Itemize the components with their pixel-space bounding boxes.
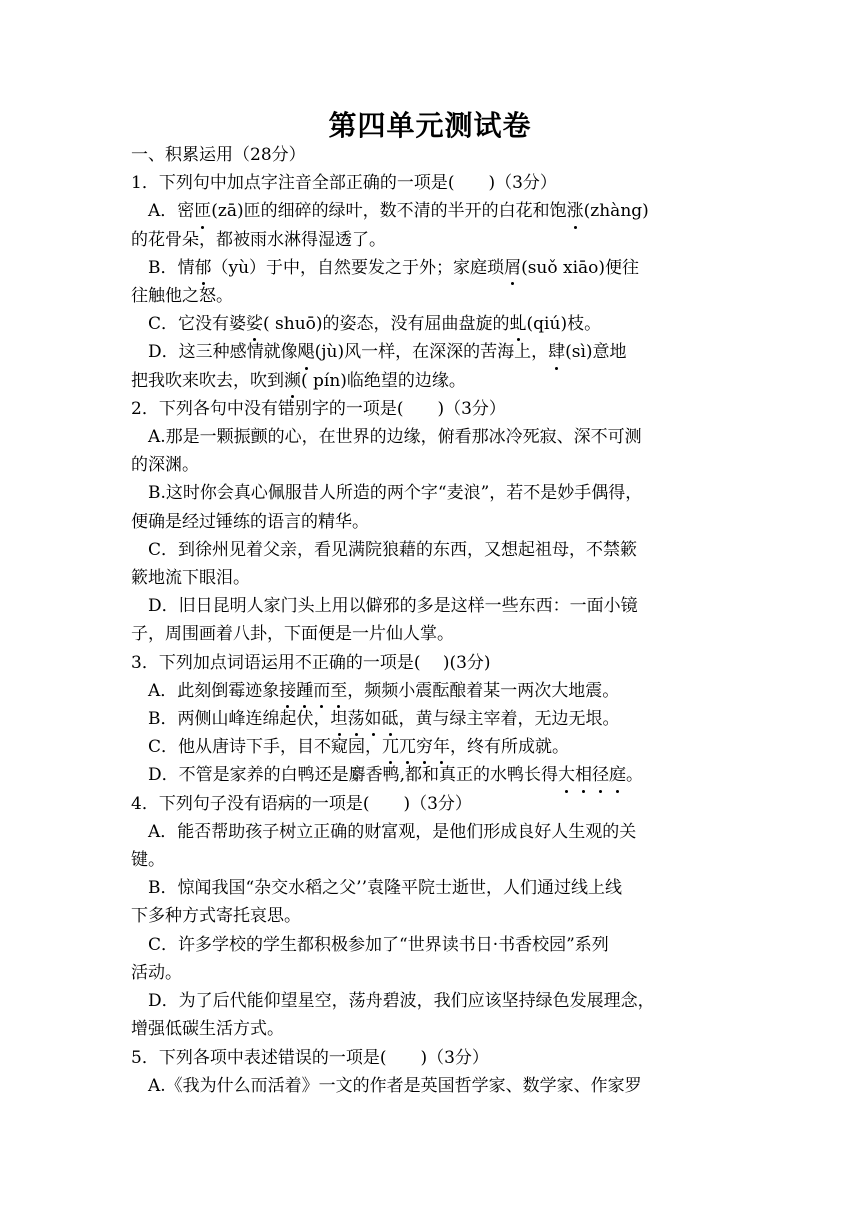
emphasized-char: 大 [558, 761, 575, 789]
emphasized-char: 坦 [331, 705, 348, 733]
question-1-option-a: A．密匝(zā)匝的细碎的绿叶，数不清的半开的白花和饱涨(zhàng) [131, 197, 731, 225]
emphasized-char: 径 [592, 761, 609, 789]
question-2-option-c: C．到徐州见着父亲，看见满院狼藉的东西，又想起祖母，不禁簌 [148, 539, 638, 560]
emphasized-char: 匝 [194, 197, 211, 225]
emphasized-char: 涨 [567, 197, 584, 225]
question-1-option-c: C．它没有婆娑( shuō)的姿态，没有屈曲盘旋的虬(qiú)枝。 [131, 310, 731, 338]
emphasized-char: 郁 [195, 254, 212, 282]
question-4-option-a-cont: 键。 [131, 850, 165, 871]
question-4-option-c-cont: 活动。 [131, 962, 182, 983]
question-2-option-b: B.这时你会真心佩服昔人所造的两个字“麦浪”，若不是妙手偶得， [148, 483, 643, 504]
question-1-option-d: D．这三种感情就像飓(jù)风一样，在深深的苦海上，肆(sì)意地 [131, 338, 731, 366]
question-5-option-a: A.《我为什么而活着》一文的作者是英国哲学家、数学家、作家罗 [148, 1075, 642, 1096]
question-2-option-d: D．旧日昆明人家门头上用以僻邪的多是这样一些东西：一面小镜 [148, 596, 638, 617]
question-3-option-b: B．两侧山峰连绵起伏，坦荡如砥，黄与绿主宰着，无边无垠。 [131, 705, 731, 733]
emphasized-char: 穷 [416, 733, 433, 761]
question-3-option-d: D．不管是家养的白鸭还是麝香鸭,都和真正的水鸭长得大相径庭。 [131, 761, 731, 789]
question-1-option-b-cont: 往触他之怒。 [131, 286, 233, 307]
emphasized-char: 虬 [510, 310, 527, 338]
question-3-option-a: A．此刻倒霉迹象接踵而至，频频小震酝酿着某一两次大地震。 [131, 677, 731, 705]
page-title: 第四单元测试卷 [328, 109, 532, 142]
question-2-option-a-cont: 的深渊。 [131, 455, 199, 476]
emphasized-char: 砥 [382, 705, 399, 733]
emphasized-char: 相 [575, 761, 592, 789]
emphasized-char: 肆 [548, 338, 565, 366]
exam-content [131, 141, 731, 1100]
emphasized-char: 至 [330, 677, 347, 705]
emphasized-char: 年 [433, 733, 450, 761]
emphasized-char: 兀 [399, 733, 416, 761]
question-3-stem: 3．下列加点词语运用不正确的一项是( )(3分) [131, 652, 491, 673]
question-4-option-a: A．能否帮助孩子树立正确的财富观，是他们形成良好人生观的关 [148, 821, 637, 842]
emphasized-char: 兀 [382, 733, 399, 761]
question-2-option-a: A.那是一颗振颤的心，在世界的边缘，俯看那冰冷死寂、深不可测 [148, 427, 642, 448]
emphasized-char: 荡 [348, 705, 365, 733]
emphasized-char: 踵 [296, 677, 313, 705]
question-4-option-d-cont: 增强低碳生活方式。 [131, 1019, 284, 1040]
emphasized-char: 而 [313, 677, 330, 705]
question-4-option-b-cont: 下多种方式寄托哀思。 [131, 906, 301, 927]
question-2-stem: 2．下列各句中没有错别字的一项是( )（3分） [131, 398, 506, 419]
question-5-stem: 5．下列各项中表述错误的一项是( )（3分） [131, 1047, 489, 1068]
emphasized-phrase [279, 681, 347, 701]
emphasized-char: 飓 [298, 338, 315, 366]
question-4-stem: 4．下列句子没有语病的一项是( )（3分） [131, 793, 472, 814]
emphasized-char: 庭 [609, 761, 626, 789]
emphasized-char: 屑 [504, 254, 521, 282]
emphasized-phrase [331, 709, 399, 729]
emphasized-char: 濒 [284, 367, 301, 395]
question-1-option-a-cont: 的花骨朵，都被雨水淋得湿透了。 [131, 229, 386, 250]
emphasized-char: 接 [279, 677, 296, 705]
question-4-option-b: B．惊闻我国“杂交水稻之父’’袁隆平院士逝世，人们通过线上线 [148, 878, 622, 899]
question-2-option-d-cont: 子，周围画着八卦，下面便是一片仙人掌。 [131, 624, 454, 645]
question-4-option-c: C．许多学校的学生都积极参加了“世界读书日·书香校园”系列 [148, 934, 609, 955]
question-3-option-c: C．他从唐诗下手，目不窥园，兀兀穷年，终有所成就。 [131, 733, 731, 761]
question-4-option-d: D．为了后代能仰望星空，荡舟碧波，我们应该坚持绿色发展理念， [148, 991, 655, 1012]
emphasized-char: 娑 [246, 310, 263, 338]
emphasized-phrase [558, 765, 626, 785]
question-1-stem: 1．下列句中加点字注音全部正确的一项是( )（3分） [131, 173, 557, 194]
emphasized-phrase [382, 737, 450, 757]
question-2-option-c-cont: 簌地流下眼泪。 [131, 568, 250, 589]
question-1-option-b: B．情郁（yù）于中，自然要发之于外；家庭琐屑(suǒ xiāo)便往 [131, 254, 731, 282]
section-heading: 一、积累运用（28分） [131, 145, 306, 165]
question-1-option-d-cont: 把我吹来吹去，吹到濒( pín)临绝望的边缘。 [131, 367, 731, 395]
emphasized-char: 如 [365, 705, 382, 733]
question-2-option-b-cont: 便确是经过锤练的语言的精华。 [131, 511, 369, 532]
